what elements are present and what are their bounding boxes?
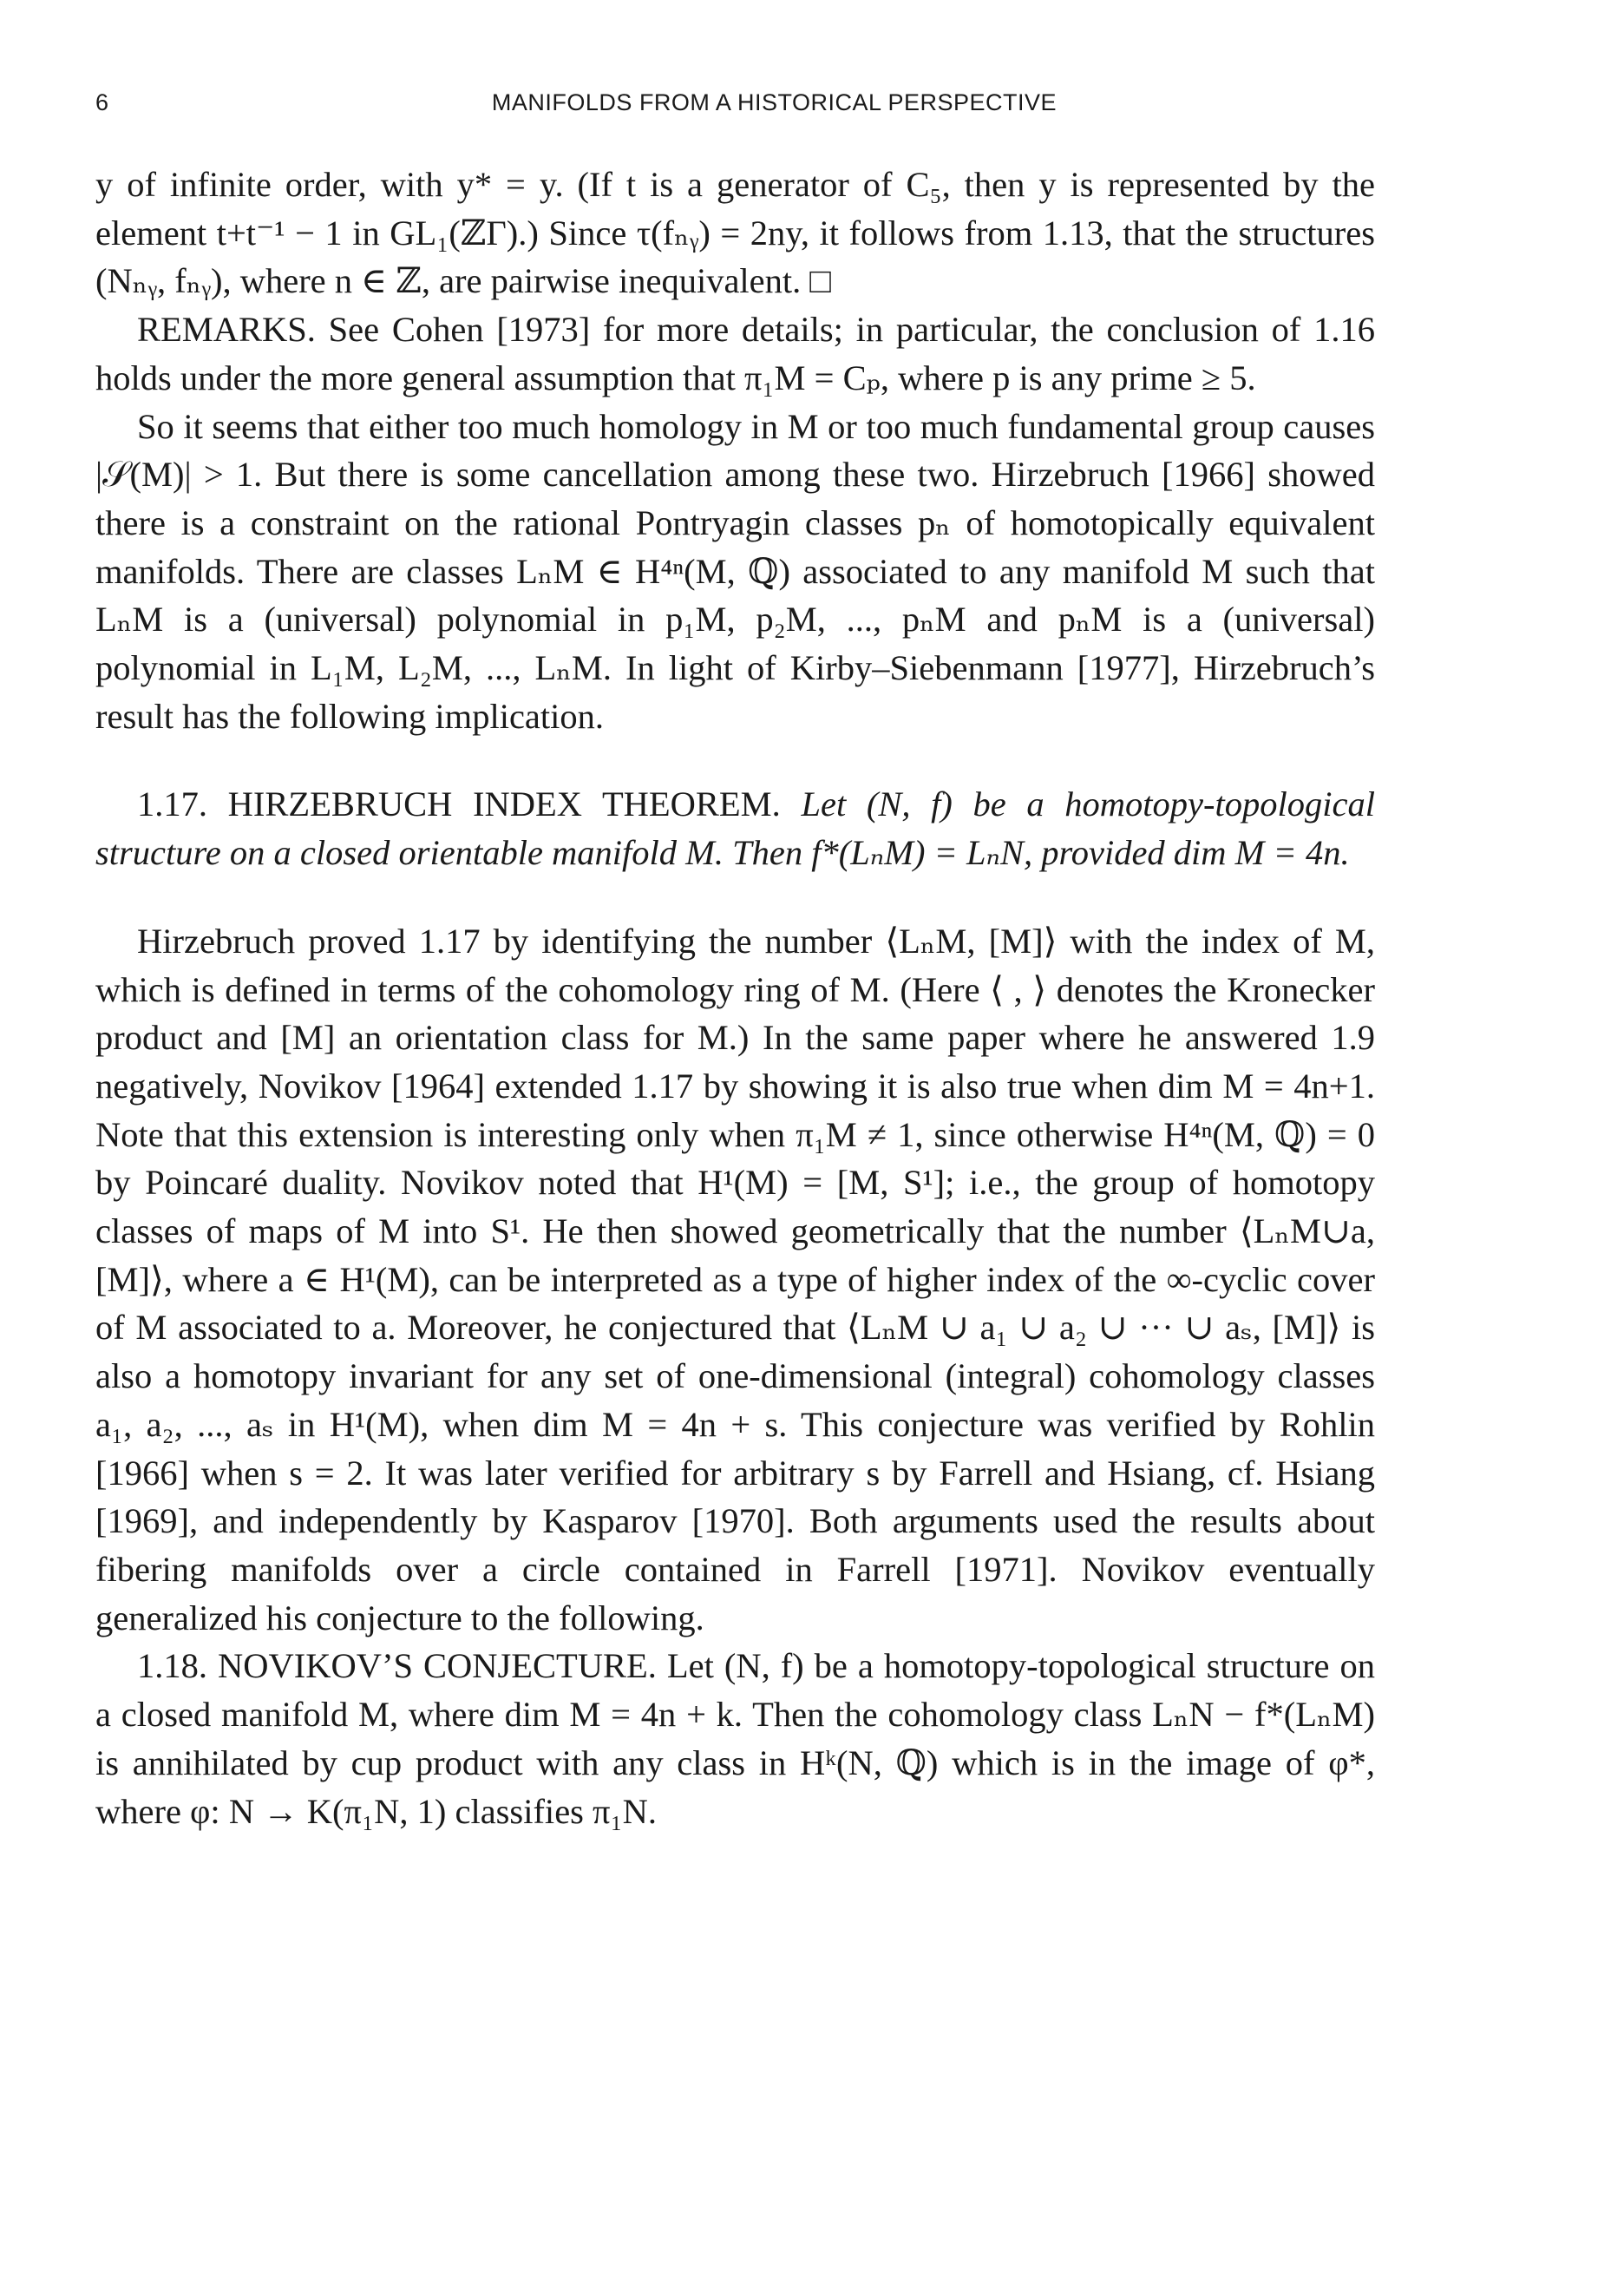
running-header [95, 82, 1375, 122]
theorem-statement: Let (N, f) be a homotopy-topological structure on a closed orientable manifold M. Then f*(LₙM) = LₙN, provided dim M = 4n. [95, 784, 1375, 873]
page [95, 82, 1375, 1835]
page-number: 6 [95, 89, 109, 115]
page-body [95, 161, 1375, 1835]
paragraph-remarks: REMARKS. See Cohen [1973] for more details; in particular, the conclusion of 1.16 holds under the more general assumption that π₁M = Cₚ, where p is any prime ≥ 5. [95, 310, 1375, 397]
paragraph-homology-discussion: So it seems that either too much homology in M or too much fundamental group causes |𝒮(M)| > 1. But there is some cancellation among these two. Hirzebruch [1966] showed there is a constraint on the rational Pontryagin classes pₙ of homotopically equivalent manifolds. There are classes LₙM ∈ H⁴ⁿ(M, ℚ) associated to any manifold M such that LₙM is a (universal) polynomial in p₁M, p₂M, ..., pₙM and pₙM is a (universal) polynomial in L₁M, L₂M, ..., LₙM. In light of Kirby–Siebenmann [1977], Hirzebruch’s result has the following implication. [95, 406, 1375, 736]
paragraph-proof-end: y of infinite order, with y* = y. (If t is a generator of C₅, then y is represented by the element t+t⁻¹ − 1 in GL₁(ℤΓ).) Since τ(fₙᵧ) = 2ny, it follows from 1.13, that the structures (Nₙᵧ, fₙᵧ), where n ∈ ℤ, are pairwise inequivalent. □ [95, 165, 1375, 301]
paragraph-novikov-discussion: Hirzebruch proved 1.17 by identifying the number ⟨LₙM, [M]⟩ with the index of M, which is defined in terms of the cohomology ring of M. (Here ⟨ , ⟩ denotes the Kronecker product and [M] an orientation class for M.) In the same paper where he answered 1.9 negatively, Novikov [1964] extended 1.17 by showing it is also true when dim M = 4n+1. Note that this extension is interesting only when π₁M ≠ 1, since otherwise H⁴ⁿ(M, ℚ) = 0 by Poincaré duality. Novikov noted that H¹(M) = [M, S¹]; i.e., the group of homotopy classes of maps of M into S¹. He then showed geometrically that the number ⟨LₙM∪a, [M]⟩, where a ∈ H¹(M), can be interpreted as a type of higher index of the ∞-cyclic cover of M associated to a. Moreover, he conjectured that ⟨LₙM ∪ a₁ ∪ a₂ ∪ ··· ∪ aₛ, [M]⟩ is also a homotopy invariant for any set of one-dimensional (integral) cohomology classes a₁, a₂, ..., aₛ in H¹(M), when dim M = 4n + s. This conjecture was verified by Rohlin [1966] when s = 2. It was later verified for arbitrary s by Farrell and Hsiang, cf. Hsiang [1969], and independently by Kasparov [1970]. Both arguments used the results about fibering manifolds over a circle contained in Farrell [1971]. Novikov eventually generalized his conjecture to the following. [95, 921, 1375, 1637]
theorem-label: 1.17. HIRZEBRUCH INDEX THEOREM. [137, 784, 781, 824]
running-title: MANIFOLDS FROM A HISTORICAL PERSPECTIVE [491, 89, 1058, 115]
theorem-1-17 [95, 780, 1375, 876]
conjecture-1-18: 1.18. NOVIKOV’S CONJECTURE. Let (N, f) be a homotopy-topological structure on a closed manifold M, where dim M = 4n + k. Then the cohomology class LₙN − f*(LₙM) is annihilated by cup product with any class in Hᵏ(N, ℚ) which is in the image of φ*, where φ: N → K(π₁N, 1) classifies π₁N. [95, 1646, 1375, 1831]
